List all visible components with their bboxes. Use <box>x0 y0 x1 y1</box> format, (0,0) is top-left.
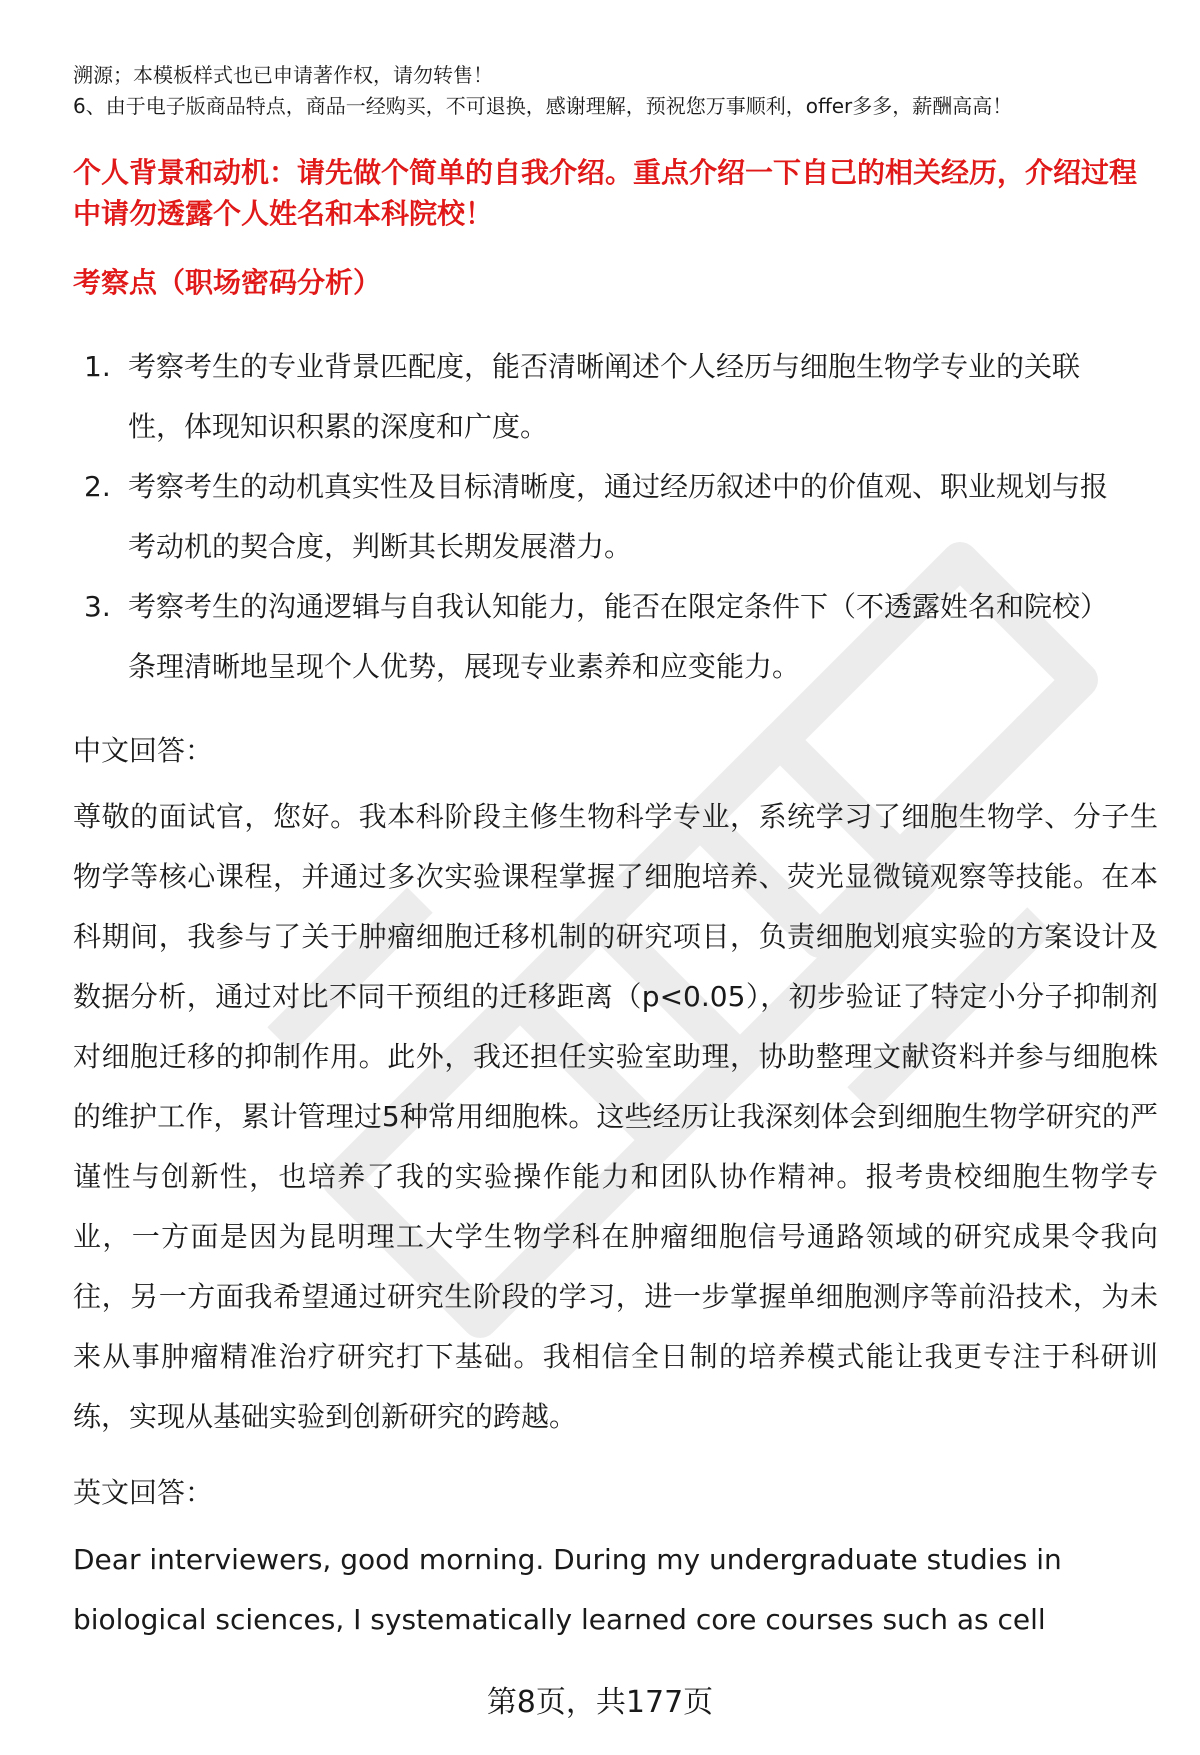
english-answer-text: Dear interviewers, good morning. During my undergraduate studies in biological sciences, I systematically learned core courses such as cell <box>73 1543 1062 1636</box>
question-title: 个人背景和动机：请先做个简单的自我介绍。重点介绍一下自己的相关经历，介绍过程中请勿透露个人姓名和本科院校！ <box>73 156 1138 230</box>
notice-text <box>73 60 1153 122</box>
point-text: 考察考生的沟通逻辑与自我认知能力，能否在限定条件下（不透露姓名和院校）条理清晰地呈现个人优势，展现专业素养和应变能力。 <box>128 590 1109 683</box>
chinese-answer-text: 尊敬的面试官，您好。我本科阶段主修生物科学专业，系统学习了细胞生物学、分子生物学等核心课程，并通过多次实验课程掌握了细胞培养、荧光显微镜观察等技能。在本科期间，我参与了关于肿瘤细胞迁移机制的研究项目，负责细胞划痕实验的方案设计及数据分析，通过对比不同干预组的迁移距离（p<0.05），初步验证了特定小分子抑制剂对细胞迁移的抑制作用。此外，我还担任实验室助理，协助整理文献资料并参与细胞株的维护工作，累计管理过5种常用细胞株。这些经历让我深刻体会到细胞生物学研究的严谨性与创新性，也培养了我的实验操作能力和团队协作精神。报考贵校细胞生物学专业，一方面是因为昆明理工大学生物学科在肿瘤细胞信号通路领域的研究成果令我向往，另一方面我希望通过研究生阶段的学习，进一步掌握单细胞测序等前沿技术，为未来从事肿瘤精准治疗研究打下基础。我相信全日制的培养模式能让我更专注于科研训练，实现从基础实验到创新研究的跨越。 <box>73 800 1158 1433</box>
assessment-points-list <box>84 337 1164 697</box>
point-number: 2. <box>84 470 111 503</box>
notice-line-2: 6、由于电子版商品特点，商品一经购买，不可退换，感谢理解，预祝您万事顺利，offer多多，薪酬高高！ <box>73 94 1013 118</box>
assessment-point <box>84 577 1128 697</box>
assessment-point <box>84 337 1128 457</box>
assessment-heading: 考察点（职场密码分析） <box>73 266 382 299</box>
point-number: 1. <box>84 350 111 383</box>
english-answer-label: 英文回答： <box>73 1476 214 1509</box>
chinese-answer-label: 中文回答： <box>73 734 214 767</box>
notice-line-1: 溯源；本模板样式也已申请著作权，请勿转售！ <box>73 63 493 87</box>
point-text: 考察考生的动机真实性及目标清晰度，通过经历叙述中的价值观、职业规划与报考动机的契合度，判断其长期发展潜力。 <box>128 470 1109 563</box>
point-text: 考察考生的专业背景匹配度，能否清晰阐述个人经历与细胞生物学专业的关联性，体现知识积累的深度和广度。 <box>128 350 1081 443</box>
assessment-point <box>84 457 1128 577</box>
page-number: 第8页，共177页 <box>486 1685 714 1720</box>
point-number: 3. <box>84 590 111 623</box>
